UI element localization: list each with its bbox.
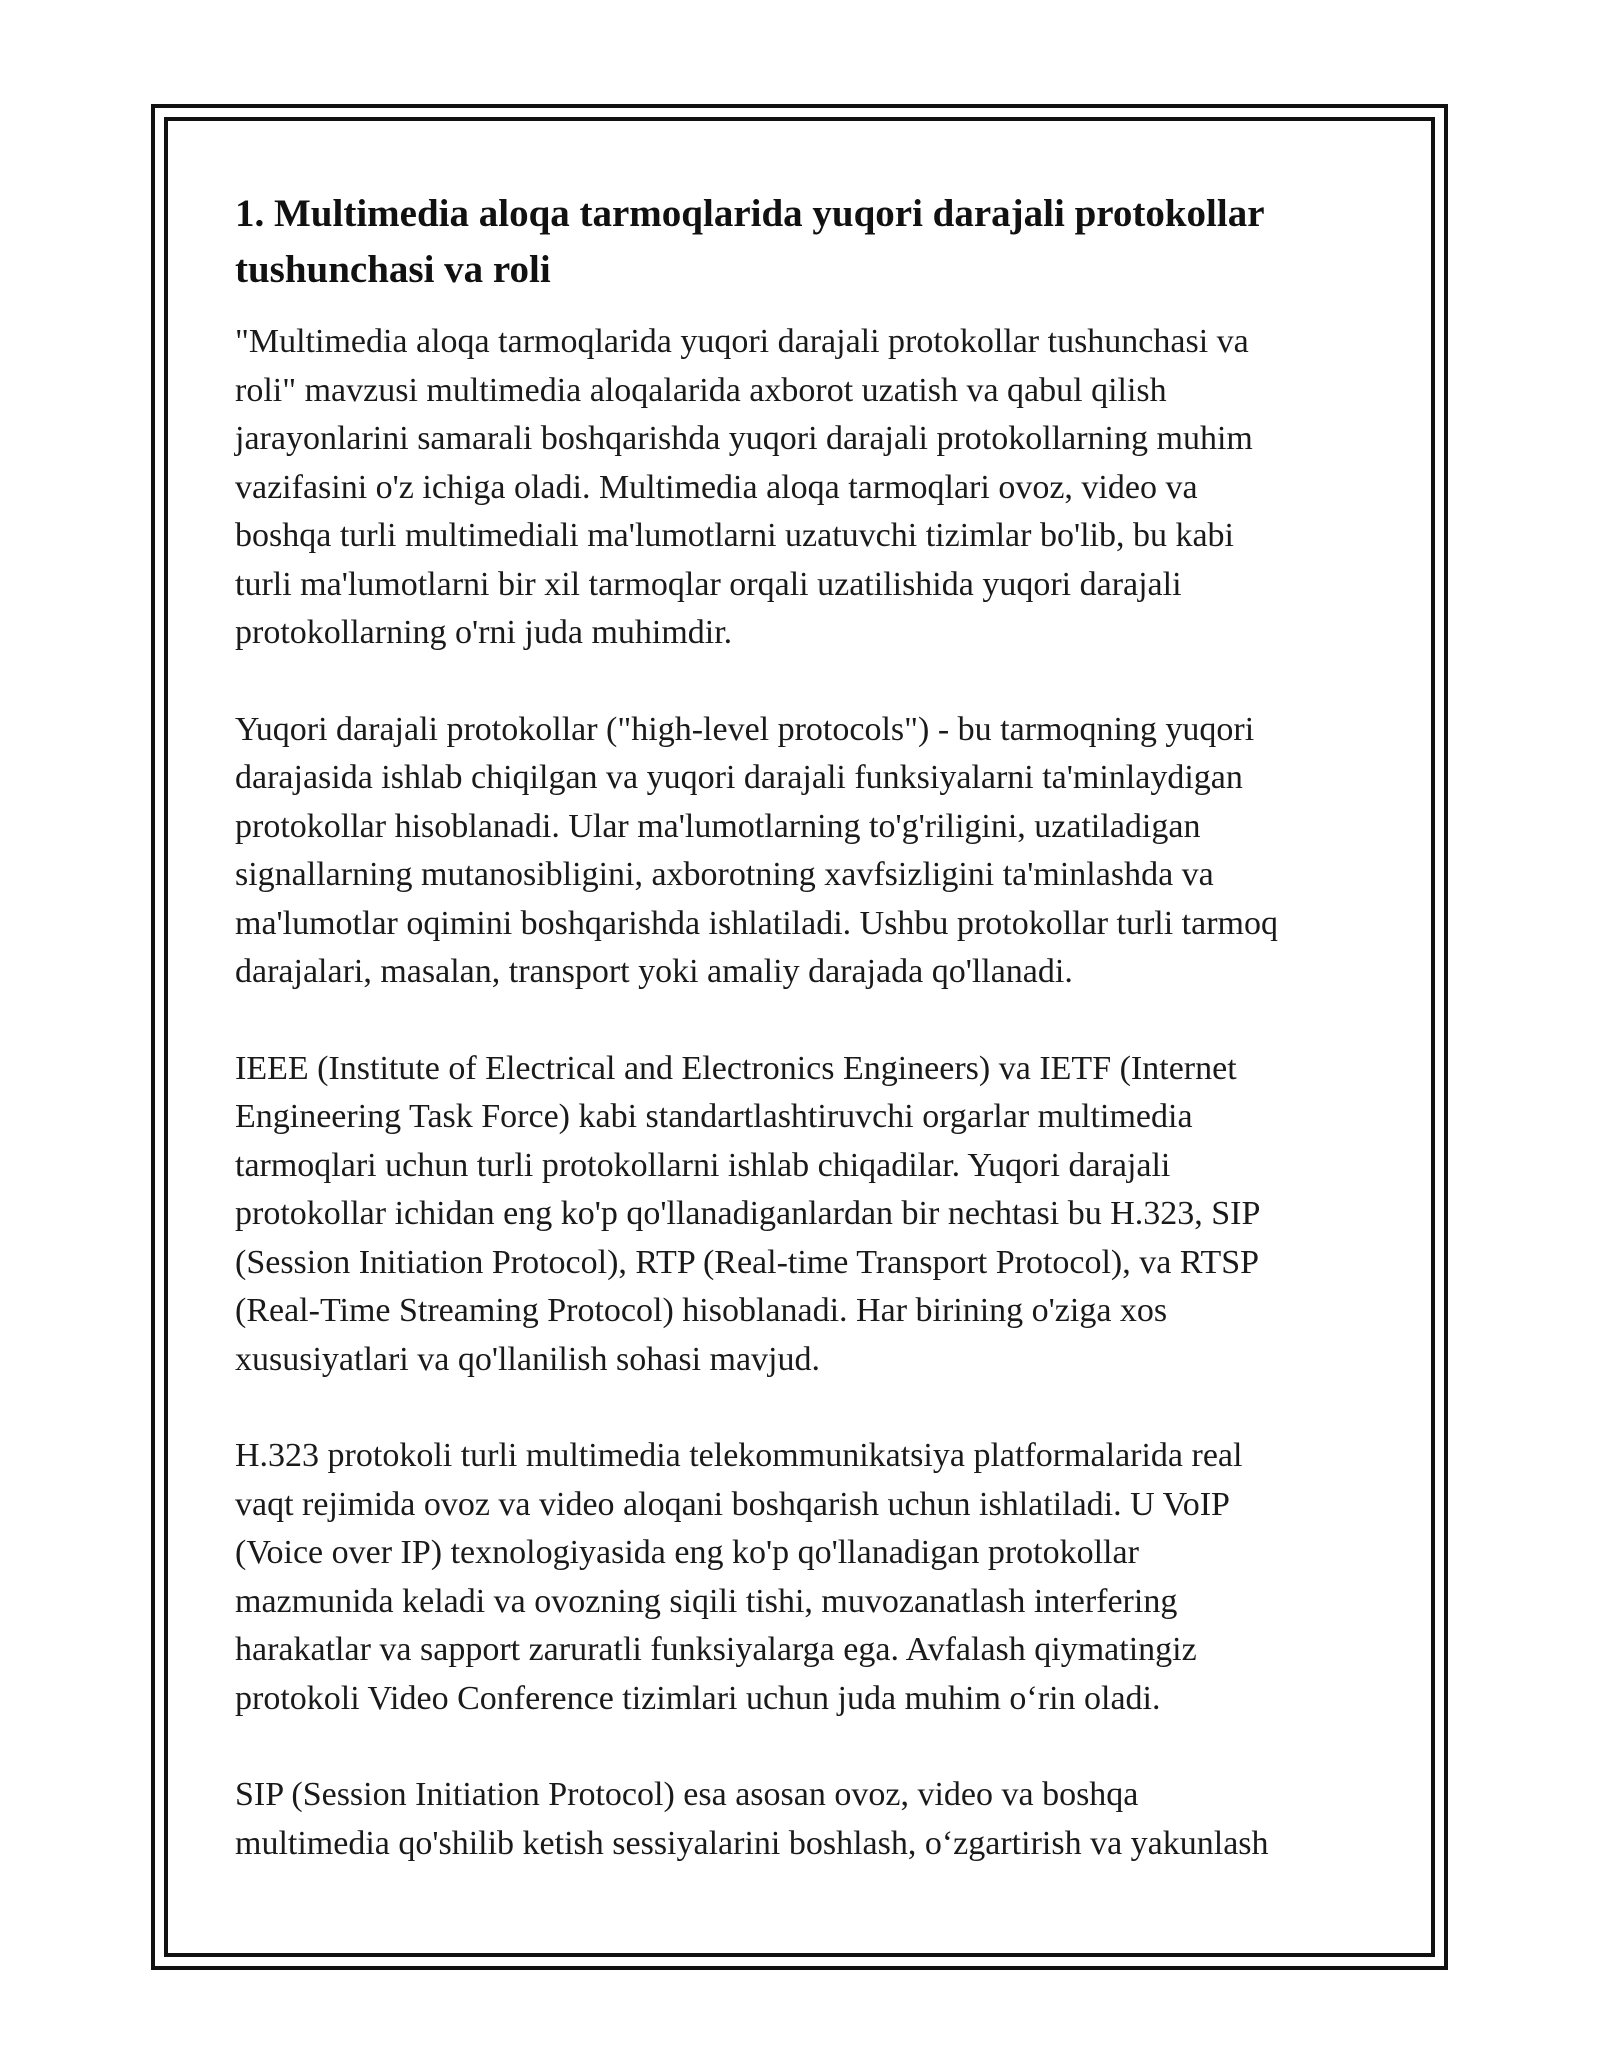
text-line: protokollar hisoblanadi. Ular ma'lumotlarning to'g'riligini, uzatiladigan bbox=[235, 807, 1201, 845]
text-line: roli" mavzusi multimedia aloqalarida axborot uzatish va qabul qilish bbox=[235, 371, 1167, 409]
paragraph-high-level-protocols bbox=[235, 706, 1375, 997]
text-line: darajasida ishlab chiqilgan va yuqori darajali funksiyalarni ta'minlaydigan bbox=[235, 759, 1243, 796]
text-line: H.323 protokoli turli multimedia telekommunikatsiya platformalarida real bbox=[235, 1437, 1243, 1474]
text-line: darajalari, masalan, transport yoki amaliy darajada qo'llanadi. bbox=[235, 953, 1073, 990]
text-line: (Voice over IP) texnologiyasida eng ko'p qo'llanadigan protokollar bbox=[235, 1534, 1139, 1571]
text-line: protokollarning o'rni juda muhimdir. bbox=[235, 614, 733, 651]
text-line: Yuqori darajali protokollar ("high-level protocols") - bu tarmoqning yuqori bbox=[235, 710, 1255, 748]
text-line: protokollar ichidan eng ko'p qo'llanadiganlardan bir nechtasi bu H.323, SIP bbox=[235, 1195, 1261, 1232]
text-line: jarayonlarini samarali boshqarishda yuqori darajali protokollarning muhim bbox=[235, 420, 1253, 457]
text-line: Engineering Task Force) kabi standartlashtiruvchi orgarlar multimedia bbox=[235, 1098, 1193, 1135]
paragraph-h323 bbox=[235, 1432, 1375, 1723]
text-line: (Session Initiation Protocol), RTP (Real-time Transport Protocol), va RTSP bbox=[235, 1243, 1260, 1281]
paragraph-standards-bodies bbox=[235, 1045, 1375, 1385]
text-line: turli ma'lumotlarni bir xil tarmoqlar orqali uzatilishida yuqori darajali bbox=[235, 565, 1182, 603]
paragraph-sip bbox=[235, 1771, 1375, 1868]
text-line: xususiyatlari va qo'llanilish sohasi mavjud. bbox=[235, 1340, 821, 1378]
paragraph-intro bbox=[235, 318, 1375, 658]
text-line: ma'lumotlar oqimini boshqarishda ishlatiladi. Ushbu protokollar turli tarmoq bbox=[235, 904, 1278, 942]
text-line: protokoli Video Conference tizimlari uchun juda muhim o‘rin oladi. bbox=[235, 1679, 1161, 1717]
document-body bbox=[235, 186, 1375, 1916]
text-line: vaqt rejimida ovoz va video aloqani boshqarish uchun ishlatiladi. U VoIP bbox=[235, 1485, 1230, 1523]
text-line: harakatlar va sapport zaruratli funksiyalarga ega. Avfalash qiymatingiz bbox=[235, 1631, 1197, 1668]
text-line: boshqa turli multimediali ma'lumotlarni uzatuvchi tizimlar bo'lib, bu kabi bbox=[235, 517, 1234, 554]
section-heading-line: tushunchasi va roli bbox=[235, 248, 551, 291]
text-line: vazifasini o'z ichiga oladi. Multimedia aloqa tarmoqlari ovoz, video va bbox=[235, 468, 1198, 506]
text-line: IEEE (Institute of Electrical and Electronics Engineers) va IETF (Internet bbox=[235, 1049, 1237, 1087]
section-heading bbox=[235, 186, 1375, 298]
text-line: SIP (Session Initiation Protocol) esa asosan ovoz, video va boshqa bbox=[235, 1776, 1139, 1813]
text-line: multimedia qo'shilib ketish sessiyalarini boshlash, o‘zgartirish va yakunlash bbox=[235, 1824, 1269, 1862]
text-line: tarmoqlari uchun turli protokollarni ishlab chiqadilar. Yuqori darajali bbox=[235, 1146, 1171, 1184]
text-line: (Real-Time Streaming Protocol) hisoblanadi. Har birining o'ziga xos bbox=[235, 1292, 1168, 1329]
text-line: signallarning mutanosibligini, axborotning xavfsizligini ta'minlashda va bbox=[235, 856, 1214, 893]
section-heading-line: 1. Multimedia aloqa tarmoqlarida yuqori darajali protokollar bbox=[235, 192, 1265, 235]
text-line: mazmunida keladi va ovozning siqili tishi, muvozanatlash interfering bbox=[235, 1582, 1178, 1620]
text-line: "Multimedia aloqa tarmoqlarida yuqori darajali protokollar tushunchasi va bbox=[235, 323, 1249, 360]
